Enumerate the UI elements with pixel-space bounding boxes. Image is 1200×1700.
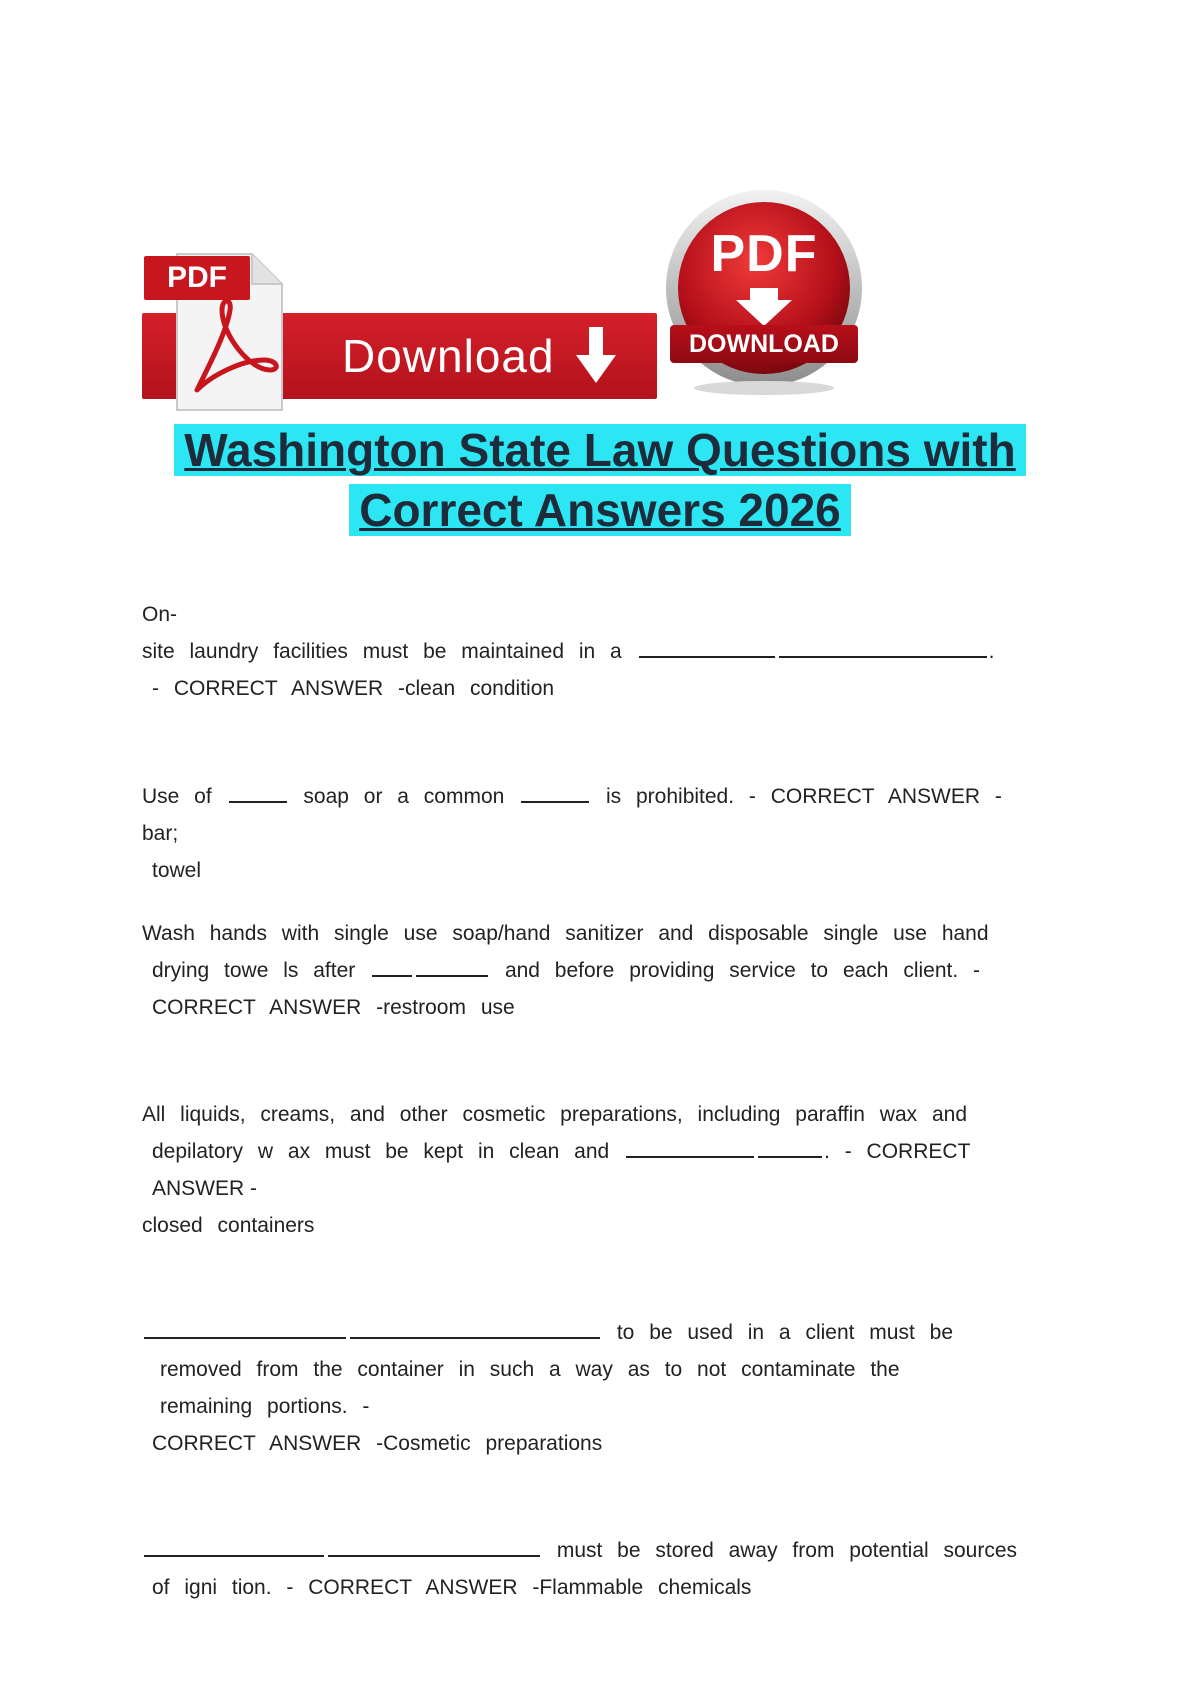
question-text: On- xyxy=(142,603,178,626)
answer-blank xyxy=(372,953,412,977)
question-text: to be used in a client must be xyxy=(142,1314,1037,1351)
badge-download-ribbon: DOWNLOAD xyxy=(670,325,858,363)
title-line-2: Correct Answers 2026 xyxy=(349,484,851,536)
question-text: remaining portions. - xyxy=(160,1395,370,1418)
answer-blank xyxy=(229,779,287,803)
question-text: Wash hands with single use soap/hand sanitizer and disposable single use hand xyxy=(142,922,989,945)
correct-answer: CORRECT ANSWER -restroom use xyxy=(152,996,515,1019)
question-5 xyxy=(142,1314,1037,1462)
answer-blank xyxy=(758,1134,822,1158)
question-text: site laundry facilities must be maintained in a . xyxy=(142,633,1037,670)
correct-answer: - CORRECT ANSWER -clean condition xyxy=(152,677,555,700)
answer-blank xyxy=(144,1315,346,1339)
document-title xyxy=(0,420,1200,540)
download-label: Download xyxy=(342,330,555,382)
correct-answer: closed containers xyxy=(142,1214,315,1237)
correct-answer: of igni tion. - CORRECT ANSWER -Flammable chemicals xyxy=(152,1576,752,1599)
answer-blank xyxy=(626,1134,754,1158)
question-3 xyxy=(142,915,1037,1026)
answer-blank xyxy=(144,1533,324,1557)
answer-blank xyxy=(350,1315,600,1339)
answer-blank xyxy=(521,779,589,803)
badge-pdf-text: PDF xyxy=(710,225,818,283)
title-line-1: Washington State Law Questions with xyxy=(174,424,1025,476)
correct-answer: towel xyxy=(152,859,202,882)
question-text: All liquids, creams, and other cosmetic preparations, including paraffin wax and xyxy=(142,1103,967,1126)
question-4 xyxy=(142,1096,1037,1244)
question-2 xyxy=(142,778,1037,889)
download-arrow-icon xyxy=(574,327,618,385)
answer-blank xyxy=(779,634,987,658)
answer-blank xyxy=(416,953,488,977)
question-text: removed from the container in such a way as to not contaminate the xyxy=(160,1358,900,1381)
question-6 xyxy=(142,1532,1037,1606)
question-text: drying towe ls after and before providing service to each client. - xyxy=(142,952,1037,989)
pdf-file-tag: PDF xyxy=(144,256,250,300)
question-text: Use of soap or a common is prohibited. - CORRECT ANSWER -bar; xyxy=(142,778,1037,852)
question-text: depilatory w ax must be kept in clean and . - CORRECT xyxy=(142,1133,1037,1170)
question-1 xyxy=(142,596,1037,707)
download-banner[interactable] xyxy=(142,250,657,398)
question-text: ANSWER - xyxy=(152,1177,257,1200)
question-text: must be stored away from potential sources xyxy=(142,1532,1037,1569)
pdf-download-badge[interactable] xyxy=(664,188,864,398)
answer-blank xyxy=(328,1533,540,1557)
answer-blank xyxy=(639,634,775,658)
correct-answer: CORRECT ANSWER -Cosmetic preparations xyxy=(152,1432,603,1455)
pdf-file-icon xyxy=(142,250,287,412)
